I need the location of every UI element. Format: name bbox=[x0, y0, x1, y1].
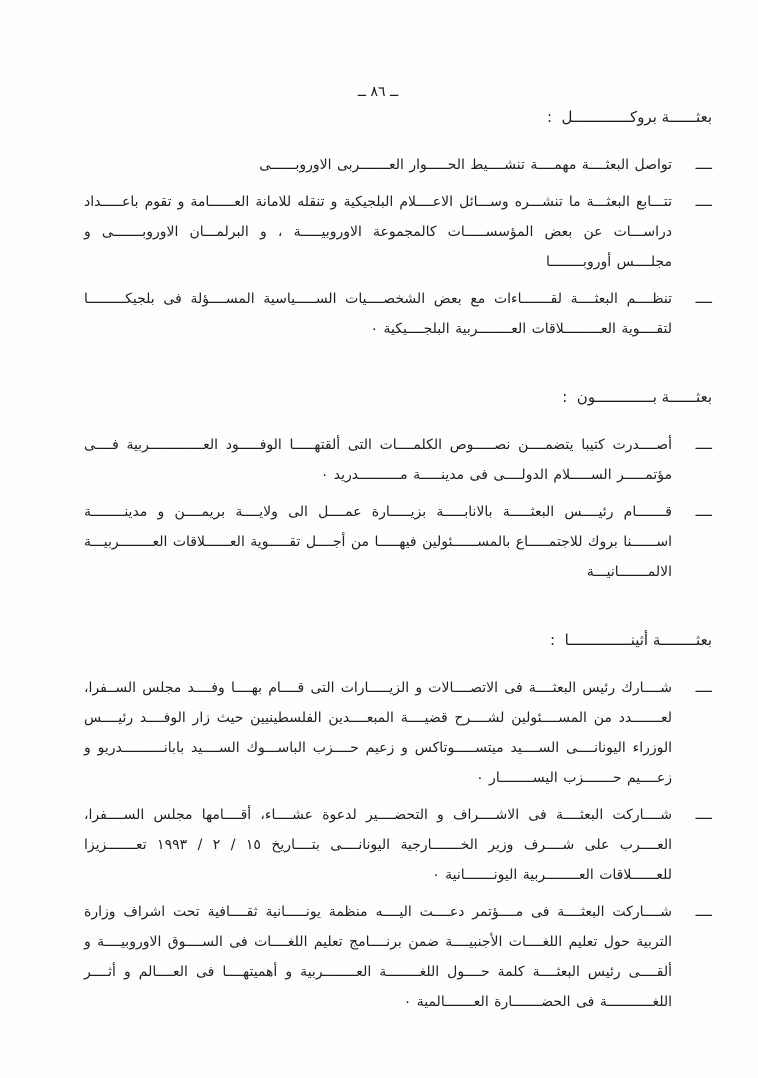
dash-bullet: ــــ bbox=[695, 904, 712, 920]
section-heading-athens: بعثــــــــة أثينــــــــــــــا : bbox=[550, 631, 712, 649]
list-item bbox=[84, 897, 712, 1017]
paragraph-text: تنظــــم البعثــــة لقـــــــاءات مع بعض الشخصــــيات الســـــياسية المســــؤلة فى بلجيكـــــــــا لتقــــوية العـــــــــلاقات العــــــــربية البلجــــيكية ٠ bbox=[84, 291, 672, 337]
dash-bullet: ــــ bbox=[695, 157, 712, 173]
list-item bbox=[84, 284, 712, 344]
section-brussels bbox=[84, 108, 712, 344]
dash-bullet: ــــ bbox=[695, 807, 712, 823]
paragraph-text: تتـــابع البعثـــة ما تنشـــره وســـائل الاعــــلام البلجيكية و تنقله للامانة العــــــامة و تقوم باعـــــداد دراســـات عن بعض المؤسســـــات كالمجموعة الاوروبيـــــة ، و البرلمـــان الاوروبـــــــى و مجلــــس أوروبــــــــا bbox=[84, 194, 672, 270]
paragraph-text: تواصل البعثــــة مهمــــة تنشــــيط الحـــــوار العـــــــربى الاوروبــــــى bbox=[259, 157, 672, 173]
section-bonn bbox=[84, 388, 712, 587]
paragraph-text: شــــاركت البعثــــة فى الاشــــراف و التحضــــير لدعوة عشــــاء، أقــــامها مجلس الســــفرا، العــــرب على شــــرف وزير الخـــــــارجية اليونانــــى بتــــاريخ ١٥ / ٢ / ١٩٩٣ تعـــــــزيزا للعــــــلاقات العــــــــربية اليونـــــــانية ٠ bbox=[84, 807, 672, 883]
list-item bbox=[84, 800, 712, 890]
dash-bullet: ــــ bbox=[695, 291, 712, 307]
paragraph-text: شــــارك رئيس البعثــــة فى الاتصــــالات و الزيـــــارات التى قــــام بهــــا وفــــد مجلس الســفرا، لعـــــــدد من المســــئولين لشــــرح قضيــــة المبعــــدين الفلسطينيين حيث زار الوفــــد رئيــــس الوزراء اليونانــــى الســــيد ميتســـــوتاكس و زعيم حــــزب الباســـوك الســــيد بابانــــــــــدريو و زعــــيم حـــــــزب اليســــــــار ٠ bbox=[84, 680, 672, 786]
list-item bbox=[84, 187, 712, 277]
paragraph-text: شــــاركت البعثــــة فى مــــؤتمر دعــــت اليــــه منظمة يونـــــانية ثقــــافية تحت اشراف وزارة التربية حول تعليم اللغــــات الأجنبيــــة ضمن برنــــامج تعليم اللغــــات فى الســــوق الاوروبيــــة و ألقــــى رئيس البعثــــة كلمة حــــول اللغــــــــة العــــــــربية و أهميتهــــا فى العــــالم و أثــــر اللغـــــــــــة فى الحضـــــــارة العـــــــالمية ٠ bbox=[84, 904, 672, 1010]
section-heading-bonn: بعثــــــة بـــــــــــــون : bbox=[562, 388, 712, 406]
paragraph-text: أصــــدرت كتيبا يتضمــــن نصـــــوص الكلمــــات التى ألقتهـــــا الوفـــــود العـــــــــــــربية فــــى مؤتمـــــر الســـــلام الدولــــى فى مدينـــــة مــــــــــدريد ٠ bbox=[84, 437, 672, 483]
list-item bbox=[84, 150, 712, 180]
list-item bbox=[84, 430, 712, 490]
page-number: ــ ٨٦ ــ bbox=[357, 84, 399, 100]
section-athens bbox=[84, 631, 712, 1017]
list-item bbox=[84, 497, 712, 587]
list-item bbox=[84, 673, 712, 793]
dash-bullet: ــــ bbox=[695, 194, 712, 210]
dash-bullet: ــــ bbox=[695, 680, 712, 696]
dash-bullet: ــــ bbox=[695, 437, 712, 453]
section-heading-brussels: بعثــــــة بروكـــــــــــــل : bbox=[546, 108, 712, 126]
dash-bullet: ــــ bbox=[695, 504, 712, 520]
paragraph-text: قـــــــام رئيــــس البعثـــــة بالانابـــــة بزيـــــارة عمــــل الى ولايــــة بريمــــن و مدينــــــــة اســــــنا بروك للاجتمـــــاع بالمســــــئولين فيهـــــا من أجــــل تقـــــوية العــــــلاقات العــــــــربيـــة الالمـــــــانيـــة bbox=[84, 504, 672, 580]
